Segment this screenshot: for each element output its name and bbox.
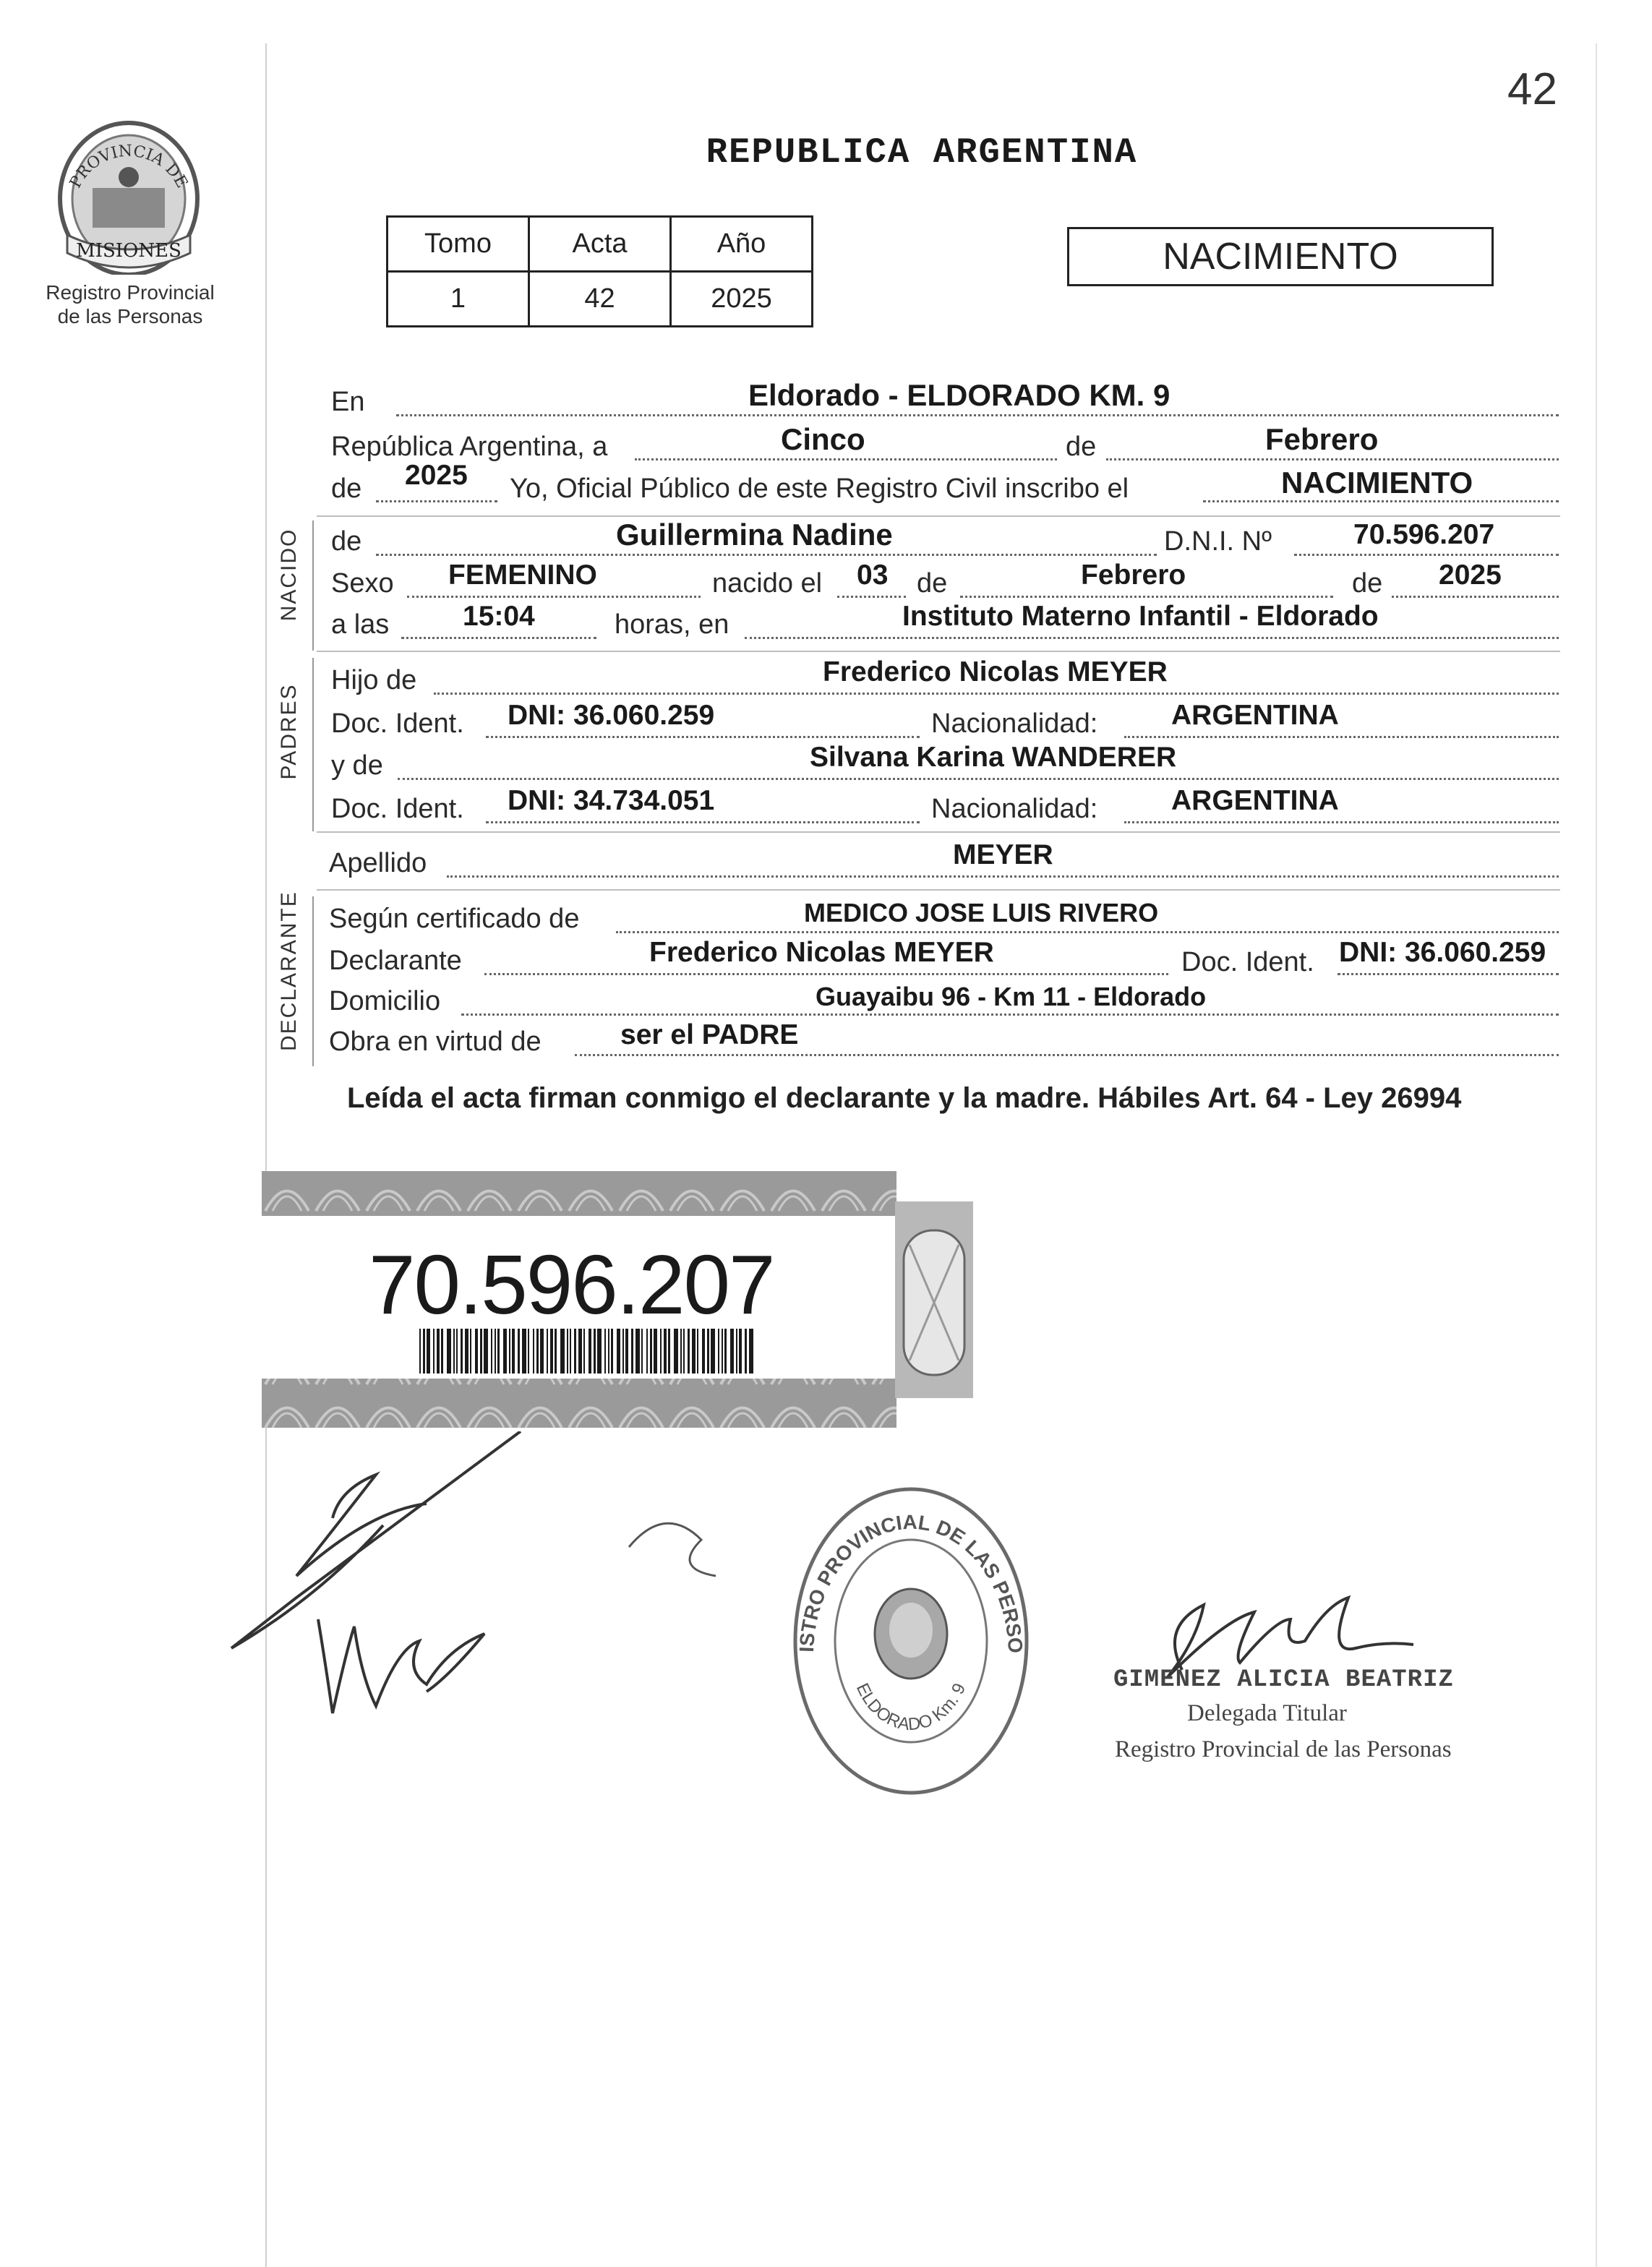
- registry-stamp: [784, 1475, 1037, 1807]
- page-title: REPUBLICA ARGENTINA: [706, 132, 1138, 173]
- label-doc-ident-padre: Doc. Ident.: [331, 708, 464, 739]
- value-padre-doc: DNI: 36.060.259: [508, 700, 715, 731]
- value-declarante: Frederico Nicolas MEYER: [649, 937, 994, 968]
- value-padre: Frederico Nicolas MEYER: [823, 656, 1168, 687]
- barcode-number: 70.596.207: [369, 1238, 774, 1332]
- value-certificado: MEDICO JOSE LUIS RIVERO: [804, 898, 1159, 927]
- label-horas-en: horas, en: [615, 609, 729, 640]
- label-republica: República Argentina, a: [331, 432, 608, 462]
- official-role: Delegada Titular: [1187, 1700, 1347, 1726]
- logo-caption-line2: de las Personas: [57, 305, 203, 327]
- table-header: Año: [671, 217, 813, 272]
- svg-text:MISIONES: MISIONES: [76, 240, 181, 262]
- left-margin-line: [265, 43, 267, 2267]
- side-label-nacido: NACIDO: [277, 528, 301, 622]
- table-cell: 1: [388, 272, 529, 327]
- side-label-declarante: DECLARANTE: [277, 891, 301, 1051]
- signature-mother: [622, 1489, 737, 1598]
- table-header: Acta: [529, 217, 671, 272]
- value-hora: 15:04: [463, 601, 535, 632]
- label-domicilio: Domicilio: [329, 986, 441, 1016]
- page-number: 42: [1507, 64, 1557, 114]
- label-dni-no: D.N.I. Nº: [1164, 526, 1272, 557]
- label-de-mes: de: [1066, 432, 1097, 462]
- tomo-acta-anio-table: [386, 215, 813, 327]
- label-obra-en-virtud: Obra en virtud de: [329, 1027, 542, 1057]
- value-domicilio: Guayaibu 96 - Km 11 - Eldorado: [816, 982, 1207, 1011]
- right-margin-line: [1596, 43, 1597, 2267]
- svg-text:ELDORADO Km. 9: ELDORADO Km. 9: [852, 1680, 970, 1735]
- value-lugar-nac: Instituto Materno Infantil - Eldorado: [902, 601, 1379, 632]
- value-anio-nac: 2025: [1439, 560, 1502, 591]
- closing-text: Leída el acta firman conmigo el declarante y la madre. Hábiles Art. 64 - Ley 26994: [347, 1082, 1462, 1114]
- label-en: En: [331, 387, 365, 417]
- value-madre-nac: ARGENTINA: [1171, 785, 1339, 816]
- label-yo-oficial: Yo, Oficial Público de este Registro Civil inscribo el: [510, 473, 1129, 504]
- table-cell: 42: [529, 272, 671, 327]
- value-dia: Cinco: [781, 422, 865, 456]
- table-cell: 2025: [671, 272, 813, 327]
- value-mes: Febrero: [1265, 422, 1379, 456]
- value-madre: Silvana Karina WANDERER: [810, 742, 1177, 773]
- value-lugar: Eldorado - ELDORADO KM. 9: [748, 378, 1170, 412]
- official-name: GIMENEZ ALICIA BEATRIZ: [1113, 1666, 1454, 1694]
- value-acto: NACIMIENTO: [1281, 466, 1473, 500]
- value-dni: 70.596.207: [1353, 519, 1495, 550]
- value-declarante-doc: DNI: 36.060.259: [1339, 937, 1546, 968]
- value-obra: ser el PADRE: [620, 1019, 799, 1050]
- label-de-anio: de: [331, 473, 362, 504]
- value-sexo: FEMENINO: [448, 560, 597, 591]
- logo-caption: [29, 280, 231, 328]
- value-madre-doc: DNI: 34.734.051: [508, 785, 715, 816]
- label-y-de: y de: [331, 750, 383, 781]
- label-apellido: Apellido: [329, 848, 427, 878]
- value-apellido: MEYER: [953, 839, 1053, 870]
- value-mes-nac: Febrero: [1081, 560, 1186, 591]
- official-office: Registro Provincial de las Personas: [1115, 1736, 1452, 1762]
- label-declarante: Declarante: [329, 946, 462, 976]
- hologram-seal: [895, 1201, 973, 1398]
- label-sexo: Sexo: [331, 568, 394, 599]
- label-nacionalidad-madre: Nacionalidad:: [931, 794, 1098, 824]
- table-header: Tomo: [388, 217, 529, 272]
- svg-text:PROVINCIA DE: PROVINCIA DE: [66, 142, 191, 192]
- label-doc-ident-declarante: Doc. Ident.: [1181, 947, 1314, 977]
- label-segun-certificado: Según certificado de: [329, 904, 580, 934]
- value-nombre: Guillermina Nadine: [616, 518, 893, 552]
- signature-father: [210, 1431, 571, 1735]
- label-nacido-el: nacido el: [712, 568, 823, 599]
- label-nacionalidad-padre: Nacionalidad:: [931, 708, 1098, 739]
- label-a-las: a las: [331, 609, 390, 640]
- svg-text:REGISTRO PROVINCIAL DE LAS PER: ISTRO PROVINCIAL DE LAS PERSO: [795, 1510, 1027, 1654]
- label-de-mes-nac: de: [917, 568, 948, 599]
- document-type-box: NACIMIENTO: [1067, 227, 1494, 286]
- label-hijo-de: Hijo de: [331, 665, 417, 695]
- value-padre-nac: ARGENTINA: [1171, 700, 1339, 731]
- barcode-label: [262, 1171, 896, 1428]
- value-dia-nac: 03: [857, 560, 889, 591]
- side-label-padres: PADRES: [277, 683, 301, 780]
- label-de-anio-nac: de: [1352, 568, 1383, 599]
- label-de-nombre: de: [331, 526, 362, 557]
- label-doc-ident-madre: Doc. Ident.: [331, 794, 464, 824]
- value-anio: 2025: [405, 460, 468, 491]
- logo-caption-line1: Registro Provincial: [46, 281, 215, 304]
